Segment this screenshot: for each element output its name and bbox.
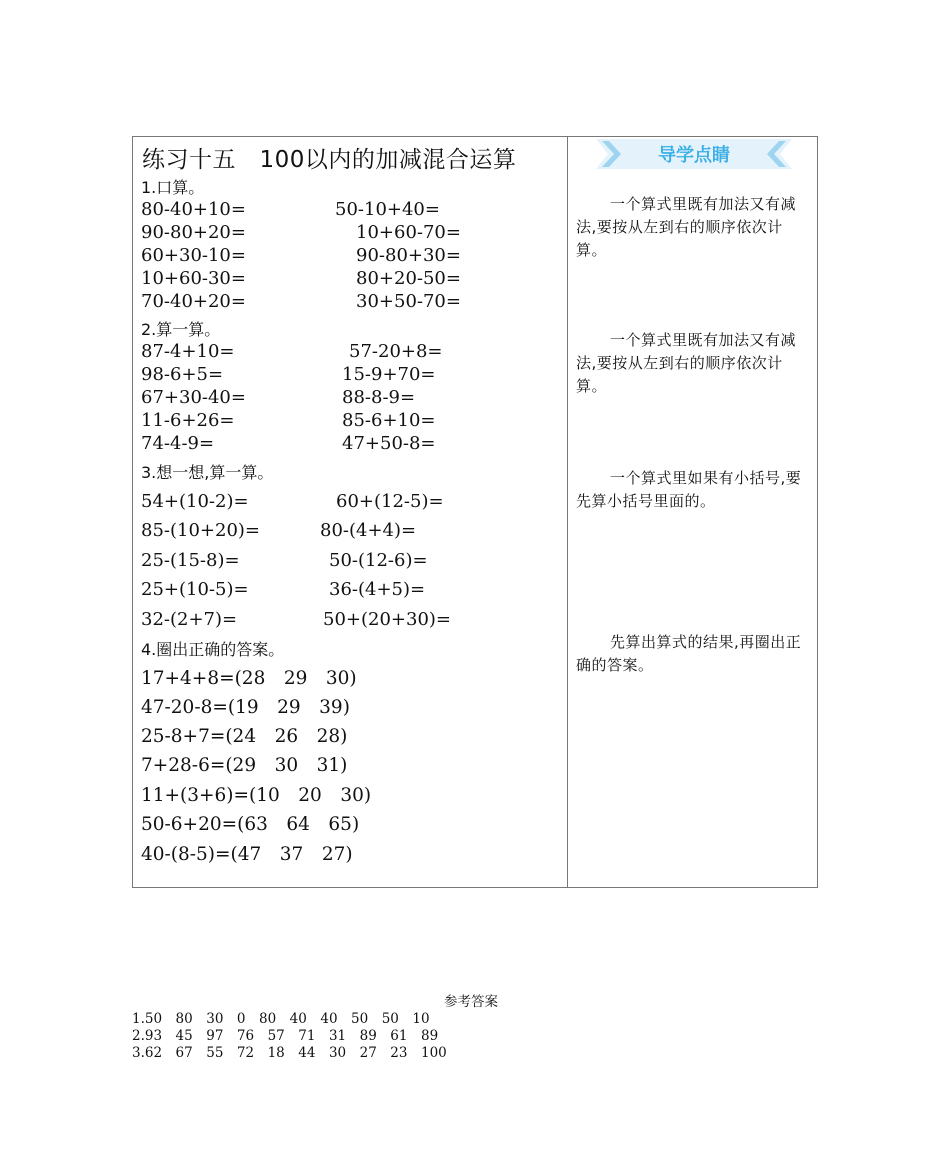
q2-left: 67+30-40= — [141, 387, 246, 408]
q2-left: 98-6+5= — [141, 364, 224, 385]
q1-left: 60+30-10= — [141, 245, 246, 266]
tip-text: 一个算式里既有加法又有减法,要按从左到右的顺序依次计算。 — [576, 331, 797, 395]
exercise-column — [141, 137, 561, 887]
q1-left: 10+60-30= — [141, 268, 246, 289]
choice-question: 7+28-6=(29 30 31) — [141, 755, 348, 776]
q3-right: 60+(12-5)= — [336, 491, 444, 512]
guidance-banner — [596, 139, 792, 169]
q2-right: 57-20+8= — [349, 341, 443, 362]
q3-right: 50+(20+30)= — [323, 609, 452, 630]
q1-right: 90-80+30= — [356, 245, 461, 266]
answer-line: 1.50 80 30 0 80 40 40 50 50 10 — [132, 1011, 430, 1027]
choice-question: 50-6+20=(63 64 65) — [141, 814, 360, 835]
q3-left: 54+(10-2)= — [141, 491, 249, 512]
q3-right: 80-(4+4)= — [320, 520, 417, 541]
section-3-heading: 3.想一想,算一算。 — [141, 463, 274, 482]
q1-right: 10+60-70= — [356, 222, 461, 243]
section-2-heading: 2.算一算。 — [141, 320, 221, 339]
q3-left: 85-(10+20)= — [141, 520, 261, 541]
q3-left: 32-(2+7)= — [141, 609, 238, 630]
q1-left: 80-40+10= — [141, 199, 246, 220]
q1-left: 90-80+20= — [141, 222, 246, 243]
q3-left: 25+(10-5)= — [141, 579, 249, 600]
q1-right: 30+50-70= — [356, 291, 461, 312]
q2-left: 74-4-9= — [141, 433, 215, 454]
q1-right: 80+20-50= — [356, 268, 461, 289]
choice-question: 17+4+8=(28 29 30) — [141, 668, 357, 689]
answer-key-title: 参考答案 — [444, 994, 498, 1010]
choice-question: 47-20-8=(19 29 39) — [141, 697, 350, 718]
q3-right: 50-(12-6)= — [329, 550, 428, 571]
q2-right: 85-6+10= — [342, 410, 436, 431]
tip-text: 一个算式里如果有小括号,要先算小括号里面的。 — [576, 469, 802, 510]
q1-left: 70-40+20= — [141, 291, 246, 312]
answer-line: 3.62 67 55 72 18 44 30 27 23 100 — [132, 1045, 447, 1061]
q2-right: 88-8-9= — [342, 387, 416, 408]
q3-right: 36-(4+5)= — [329, 579, 426, 600]
q1-right: 50-10+40= — [335, 199, 440, 220]
q2-left: 11-6+26= — [141, 410, 235, 431]
exercise-table — [132, 136, 818, 888]
q2-right: 15-9+70= — [342, 364, 436, 385]
page-title: 练习十五 100以内的加减混合运算 — [142, 147, 517, 173]
q2-right: 47+50-8= — [342, 433, 436, 454]
tip-text: 一个算式里既有加法又有减法,要按从左到右的顺序依次计算。 — [576, 195, 797, 259]
section-4-heading: 4.圈出正确的答案。 — [141, 640, 285, 659]
answer-line: 2.93 45 97 76 57 71 31 89 61 89 — [132, 1028, 439, 1044]
guidance-column — [568, 137, 818, 887]
choice-question: 11+(3+6)=(10 20 30) — [141, 785, 372, 806]
section-1-heading: 1.口算。 — [141, 178, 205, 197]
q3-left: 25-(15-8)= — [141, 550, 240, 571]
choice-question: 25-8+7=(24 26 28) — [141, 726, 348, 747]
choice-question: 40-(8-5)=(47 37 27) — [141, 844, 353, 865]
banner-title: 导学点睛 — [658, 145, 730, 166]
tip-text: 先算出算式的结果,再圈出正确的答案。 — [576, 633, 802, 674]
q2-left: 87-4+10= — [141, 341, 235, 362]
